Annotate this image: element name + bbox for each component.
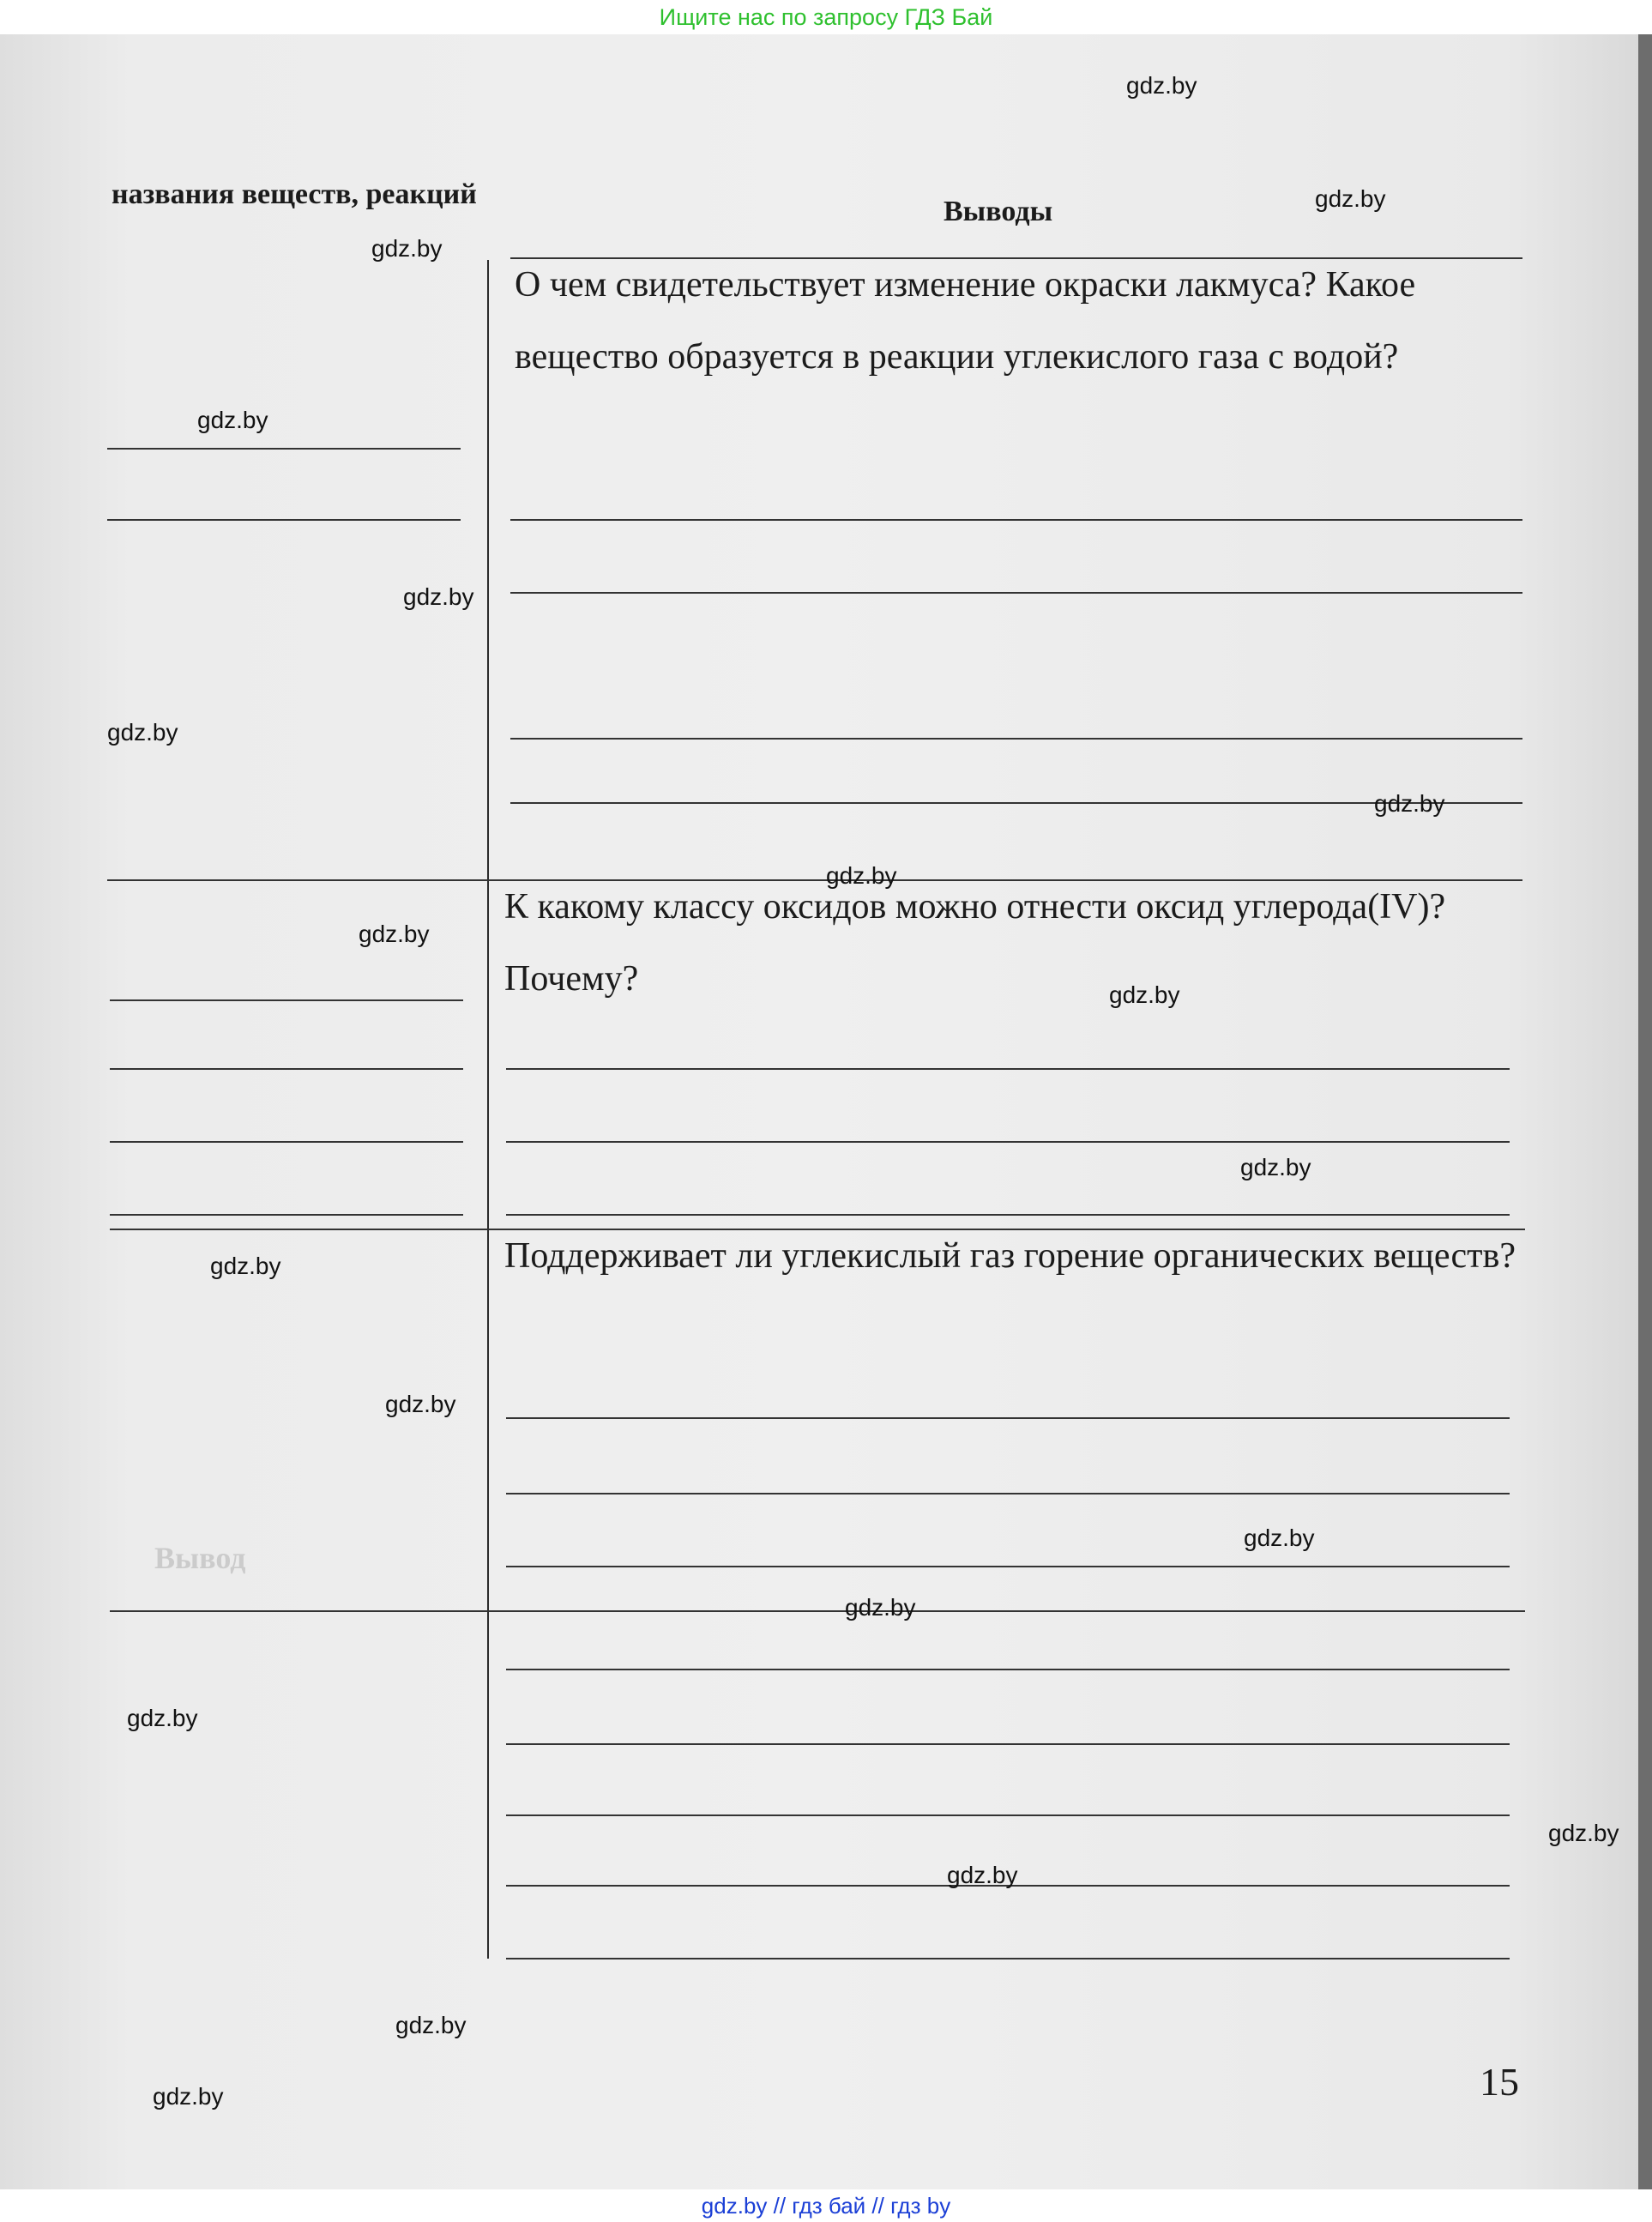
bottom-banner[interactable]: gdz.by // гдз бай // гдз by xyxy=(0,2189,1652,2222)
watermark: gdz.by xyxy=(1315,185,1386,212)
answer-line xyxy=(506,1214,1510,1216)
answer-line xyxy=(506,1814,1510,1816)
answer-line xyxy=(506,1141,1510,1143)
watermark: gdz.by xyxy=(1374,790,1445,817)
answer-line xyxy=(506,1958,1510,1959)
column-header-conclusions: Выводы xyxy=(944,196,1053,227)
column-header-substances: названия веществ, реакций xyxy=(112,178,477,210)
watermark: gdz.by xyxy=(1548,1820,1619,1846)
watermark: gdz.by xyxy=(385,1391,456,1417)
answer-line xyxy=(506,1417,1510,1419)
watermark: gdz.by xyxy=(403,583,474,610)
row-separator xyxy=(110,1610,1525,1612)
watermark: gdz.by xyxy=(1244,1525,1315,1551)
answer-line-left xyxy=(110,1068,463,1070)
answer-line-left xyxy=(107,519,461,521)
watermark: gdz.by xyxy=(371,235,443,262)
watermark: gdz.by xyxy=(1240,1154,1311,1180)
watermark: gdz.by xyxy=(395,2012,467,2038)
bleed-through-heading: Вывод xyxy=(154,1541,246,1575)
watermark: gdz.by xyxy=(1109,981,1180,1008)
answer-line xyxy=(510,738,1522,740)
answer-line-left xyxy=(110,999,463,1001)
answer-line-left xyxy=(110,1141,463,1143)
watermark: gdz.by xyxy=(197,407,268,433)
watermark: gdz.by xyxy=(845,1594,916,1621)
question-oxide-class: К какому классу оксидов можно отнести оксид углерода(IV)? Почему? xyxy=(504,887,1446,999)
answer-line-left xyxy=(107,448,461,450)
page-edge-shadow xyxy=(1638,34,1652,2222)
page-number: 15 xyxy=(1480,2060,1519,2104)
answer-line xyxy=(510,592,1522,594)
watermark: gdz.by xyxy=(153,2083,224,2110)
answer-line xyxy=(510,519,1522,521)
answer-line-left xyxy=(110,1214,463,1216)
watermark: gdz.by xyxy=(947,1862,1018,1888)
watermark: gdz.by xyxy=(210,1253,281,1279)
watermark: gdz.by xyxy=(107,719,178,746)
question-litmus: О чем свидетельствует изменение окраски лакмуса? Какое вещество образуется в реакции углекислого газа с водой? xyxy=(515,265,1416,377)
answer-line xyxy=(506,1566,1510,1567)
answer-line xyxy=(506,1068,1510,1070)
answer-line xyxy=(506,1743,1510,1745)
watermark: gdz.by xyxy=(359,921,430,947)
answer-line xyxy=(510,802,1522,804)
question-combustion: Поддерживает ли углекислый газ горение органических веществ? xyxy=(504,1236,1516,1276)
top-banner[interactable]: Ищите нас по запросу ГДЗ Бай xyxy=(0,0,1652,34)
answer-line xyxy=(506,1669,1510,1670)
column-divider xyxy=(487,260,489,1959)
watermark: gdz.by xyxy=(127,1705,198,1731)
watermark: gdz.by xyxy=(826,862,897,889)
answer-line xyxy=(506,1493,1510,1494)
watermark: gdz.by xyxy=(1126,72,1197,99)
